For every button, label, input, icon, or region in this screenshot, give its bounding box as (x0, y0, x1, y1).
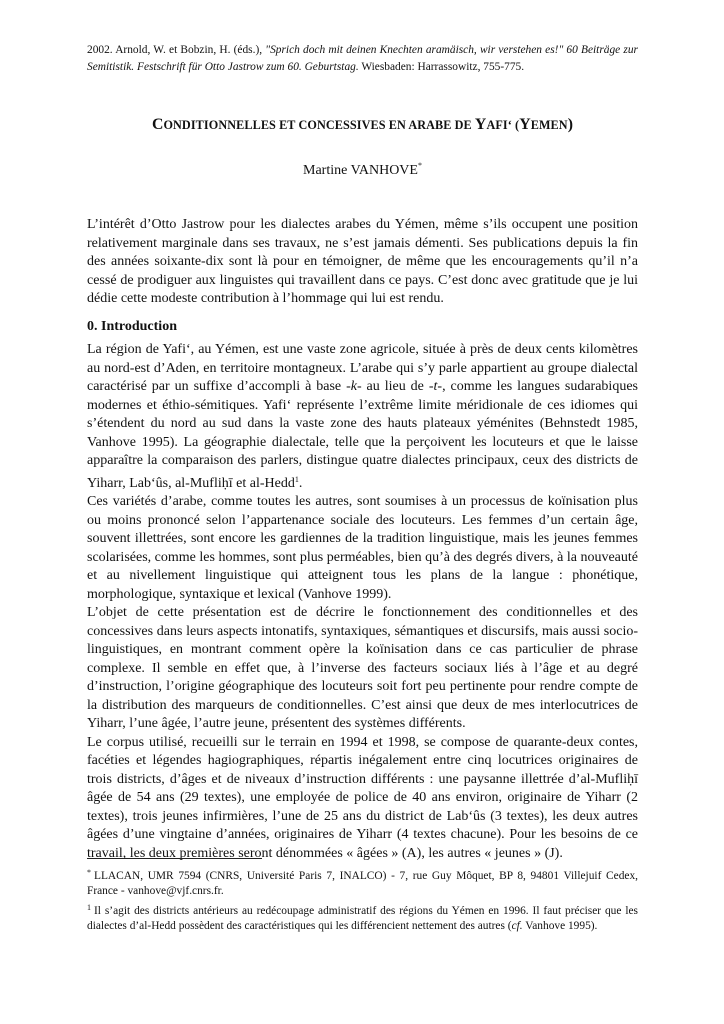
citation-book-title: "Sprich doch mit deinen Knechten aramäisch, wir verstehen es!" 60 Beiträge zur Semitistik. Festschrift für Otto Jastrow zum 60. Geburtstag. (87, 44, 638, 73)
intro-paragraph: L’intérêt d’Otto Jastrow pour les dialectes arabes du Yémen, même s’ils occupent une position relativement marginale dans ses travaux, ne s’est jamais démenti. Ses publications depuis la fin des années soixante-dix sont là pour en témoigner, de même que les encouragements qu’il n’a cessé de prodiguer aux linguistes qui travaillent dans ce pays. C’est donc avec gratitude que je lui dédie cette modeste contribution à l’hommage qui lui est rendu. (87, 217, 638, 306)
section-heading: 0. Introduction (87, 318, 177, 334)
footnote-separator (87, 858, 262, 859)
body-paragraph-4: Le corpus utilisé, recueilli sur le terrain en 1994 et 1998, se compose de quarante-deux contes, facéties et légendes hagiographiques, répartis inégalement entre cinq locutrices originaires de trois districts, d’âges et de niveaux d’instruction différents : une paysanne illettrée d’al-Mufliḥī âgée de 54 ans (29 textes), une employée de police de 40 ans environ, originaire de Yiharr (2 textes), trois jeunes infirmières, l’une de 25 ans du district de Lab‘ûs (3 textes), les deux autres âgées d’une vingtaine d’années, originaires de Yiharr (4 textes chacune). Pour les besoins de ce travail, les deux premières seront dénommées « âgées » (A), les autres « jeunes » (J). (87, 734, 638, 861)
citation-header (87, 42, 638, 76)
body-paragraph-3: L’objet de cette présentation est de décrire le fonctionnement des conditionnelles et des concessives dans leurs aspects intonatifs, syntaxiques, sémantiques et discursifs, mais aussi socio-linguistiques, en montrant comment opère la koïnisation dans ce cas particulier de phrase complexe. Il semble en effet que, à l’inverse des facteurs sociaux liés à l’âge et au degré d’instruction, l’origine géographique des locuteurs soit fort peu pertinente pour rendre compte de la distribution des marqueurs de conditionnelles. C’est ainsi que deux de mes interlocutrices de Yiharr, l’une âgée, l’autre jeune, présentent des systèmes différents. (87, 605, 638, 731)
author-footnote-mark: * (417, 161, 422, 170)
footnote-star: * LLACAN, UMR 7594 (CNRS, Université Paris 7, INALCO) - 7, rue Guy Môquet, BP 8, 94801 Villejuif Cedex, France - vanhove@vjf.cnrs.fr. (87, 868, 638, 897)
citation-publisher: Wiesbaden: Harrassowitz, 755-775. (358, 61, 525, 73)
footnote-ref-1: 1 (294, 474, 299, 484)
article-body (87, 216, 638, 863)
body-paragraph-1: La région de Yafi‘, au Yémen, est une vaste zone agricole, située à près de deux cents kilomètres au nord-est d’Aden, en territoire montagneux. L’arabe qui s’y parle appartient au groupe dialectal caractérisé par un suffixe d’accompli à base -k- au lieu de -t-, comme les langues sudarabiques modernes et éthio-sémitiques. Yafi‘ représente l’extrême limite méridionale de ces idiomes qui s’étendent du nord au sud dans la vaste zone des hauts plateaux yéménites (Behnstedt 1985, Vanhove 1995). La géographie dialectale, telle que la perçoivent les locuteurs et que le laisse apparaître la comparaison des parlers, distingue quatre dialectes principaux, ceux des districts de Yiharr, Lab‘ûs, al-Mufliḥī et al-Hedd$^1$. (87, 342, 638, 491)
article-title: CONDITIONNELLES ET CONCESSIVES EN ARABE DE YAFI‘ (YEMEN) (151, 116, 574, 133)
footnotes (87, 865, 638, 935)
body-paragraph-2: Ces variétés d’arabe, comme toutes les autres, sont soumises à un processus de koïnisation plus ou moins prononcé selon l’appartenance sociale des locuteurs. Les femmes d’un certain âge, souvent illettrées, sont encore les gardiennes de la tradition linguistique, mais les jeunes femmes scolarisées, comme les hommes, sont plus perméables, bien qu’à des degrés divers, à la nouveauté et au nivellement linguistique qui atteignent tous les plans de la langue : phonétique, morphologique, syntaxique et lexical (Vanhove 1999). (87, 494, 638, 602)
footnote-1: $^1$ Il s’agit des districts antérieurs au redécoupage administratif des régions du Yémen en 1996. Il faut préciser que les dialectes d’al-Hedd possèdent des caractéristiques qui les différencient nettement des autres (cf. Vanhove 1995). (87, 903, 638, 932)
citation-plain: 2002. Arnold, W. et Bobzin, H. (éds.), (87, 44, 266, 56)
author-name: Martine VANHOVE* (303, 161, 422, 178)
